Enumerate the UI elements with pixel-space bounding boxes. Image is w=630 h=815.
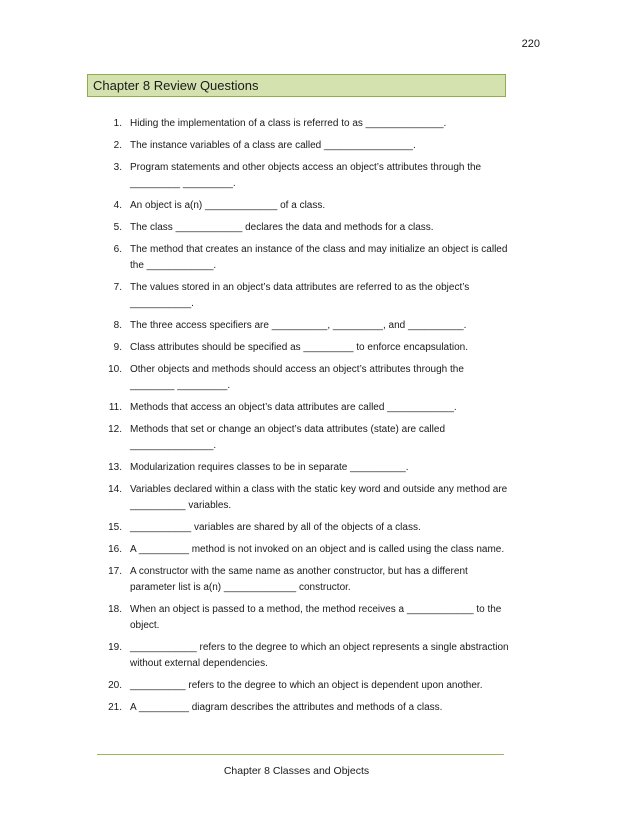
question-number: 8.: [113, 320, 122, 331]
question-item: [100, 400, 510, 416]
question-number: 1.: [113, 118, 122, 129]
question-number: 15.: [108, 522, 122, 533]
question-item: [100, 520, 510, 536]
question-item: [100, 700, 510, 716]
question-text: __________ refers to the degree to which an object is dependent upon another.: [130, 680, 483, 691]
question-text: Methods that set or change an object’s data attributes (state) are called _______________.: [130, 424, 445, 451]
question-item: [100, 138, 510, 154]
question-item: [100, 422, 510, 454]
question-number: 20.: [108, 680, 122, 691]
question-text: A constructor with the same name as another constructor, but has a different parameter list is a(n) _____________ constructor.: [130, 566, 468, 593]
question-number: 9.: [113, 342, 122, 353]
question-number: 7.: [113, 282, 122, 293]
question-text: The instance variables of a class are called ________________.: [130, 140, 416, 151]
question-item: [100, 318, 510, 334]
question-item: [100, 460, 510, 476]
question-text: Variables declared within a class with the static key word and outside any method are __________ variables.: [130, 484, 508, 511]
question-text: ___________ variables are shared by all of the objects of a class.: [130, 522, 421, 533]
question-item: [100, 242, 510, 274]
question-number: 18.: [108, 604, 122, 615]
question-number: 3.: [113, 162, 122, 173]
question-text: The method that creates an instance of the class and may initialize an object is called the ____________.: [130, 244, 508, 271]
question-number: 12.: [108, 424, 122, 435]
question-text: The values stored in an object’s data attributes are referred to as the object’s ___________.: [130, 282, 470, 309]
question-text: ____________ refers to the degree to which an object represents a single abstraction without external dependencies.: [130, 642, 509, 669]
question-item: [100, 160, 510, 192]
question-item: [100, 564, 510, 596]
question-number: 21.: [108, 702, 122, 713]
question-item: [100, 640, 510, 672]
question-number: 6.: [113, 244, 122, 255]
question-item: [100, 340, 510, 356]
footer-divider: [97, 754, 504, 755]
footer-chapter-title: Chapter 8 Classes and Objects: [223, 765, 370, 777]
question-text: A _________ method is not invoked on an object and is called using the class name.: [130, 544, 505, 555]
question-item: [100, 678, 510, 694]
question-text: An object is a(n) _____________ of a class.: [130, 200, 326, 211]
page-number: 220: [521, 38, 540, 50]
question-number: 2.: [113, 140, 122, 151]
question-text: The class ____________ declares the data and methods for a class.: [130, 222, 434, 233]
question-text: Program statements and other objects access an object’s attributes through the _________ _________.: [130, 162, 482, 189]
question-text: Other objects and methods should access an object’s attributes through the ________ _________.: [130, 364, 464, 391]
question-item: [100, 482, 510, 514]
question-number: 16.: [108, 544, 122, 555]
question-number: 10.: [108, 364, 122, 375]
question-number: 5.: [113, 222, 122, 233]
question-number: 13.: [108, 462, 122, 473]
question-number: 19.: [108, 642, 122, 653]
question-text: Hiding the implementation of a class is referred to as ______________.: [130, 118, 447, 129]
question-text: The three access specifiers are __________, _________, and __________.: [130, 320, 467, 331]
question-number: 11.: [108, 402, 122, 413]
question-item: [100, 362, 510, 394]
question-item: [100, 198, 510, 214]
question-number: 17.: [108, 566, 122, 577]
question-item: [100, 542, 510, 558]
chapter-banner: [87, 74, 506, 97]
question-item: [100, 220, 510, 236]
chapter-banner-title: Chapter 8 Review Questions: [93, 78, 259, 93]
question-number: 14.: [108, 484, 122, 495]
question-text: Class attributes should be specified as _________ to enforce encapsulation.: [130, 342, 469, 353]
question-text: Methods that access an object’s data attributes are called ____________.: [130, 402, 457, 413]
question-item: [100, 116, 510, 132]
question-list: [100, 116, 510, 722]
question-text: A _________ diagram describes the attributes and methods of a class.: [130, 702, 443, 713]
question-number: 4.: [113, 200, 122, 211]
question-item: [100, 280, 510, 312]
question-text: When an object is passed to a method, the method receives a ____________ to the object.: [130, 604, 502, 631]
question-item: [100, 602, 510, 634]
question-text: Modularization requires classes to be in separate __________.: [130, 462, 409, 473]
